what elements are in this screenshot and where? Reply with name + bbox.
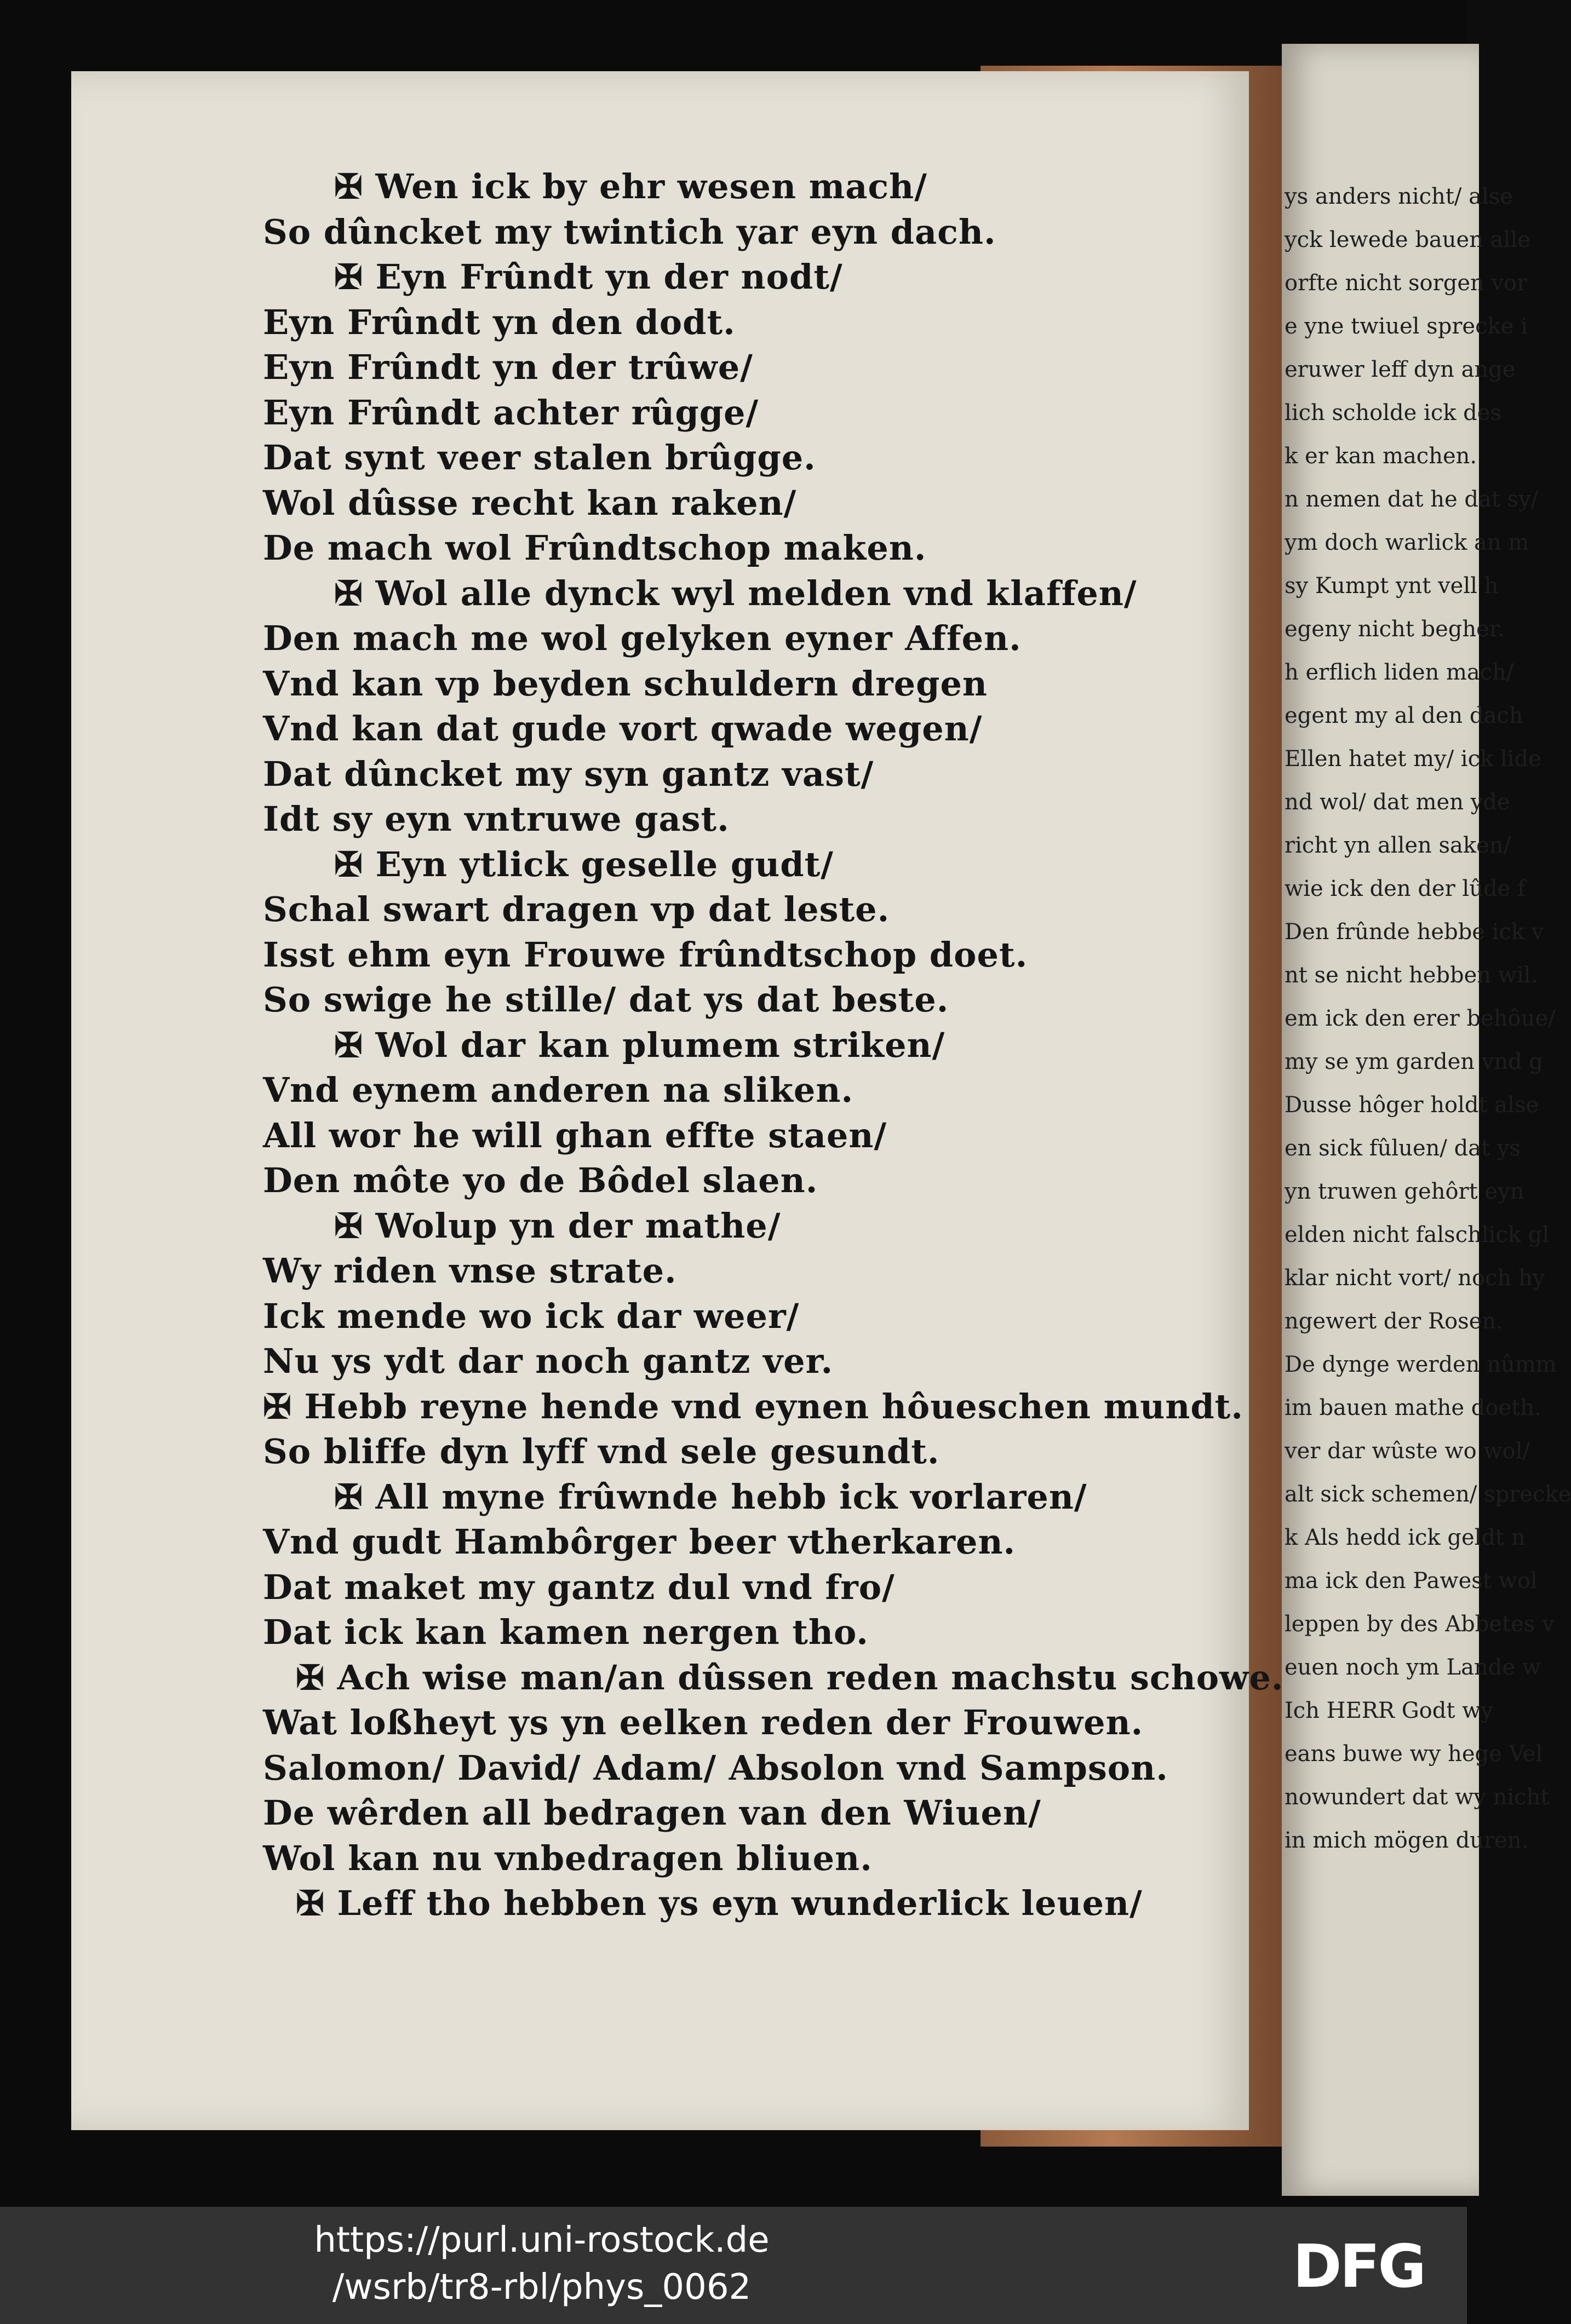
text-line: Den mach me wol gelyken eyner Affen. — [263, 618, 1022, 658]
facing-page-line: k Als hedd ick geldt n — [1285, 1525, 1526, 1550]
text-line: Eyn Frûndt achter rûgge/ — [263, 392, 759, 433]
text-line: So dûncket my twintich yar eyn dach. — [263, 211, 996, 252]
facing-page-line: Ich HERR Godt wy — [1285, 1698, 1493, 1723]
text-line: Idt sy eyn vntruwe gast. — [263, 799, 730, 839]
facing-page-line: yn truwen gehôrt eyn — [1285, 1179, 1524, 1204]
facing-page-line: ys anders nicht/ alse — [1285, 184, 1513, 209]
facing-page-line: em ick den erer behôue/ — [1285, 1006, 1556, 1031]
facing-page-line: elden nicht falschlick gl — [1285, 1222, 1550, 1247]
facing-page-line: ym doch warlick an m — [1285, 530, 1529, 555]
viewer-footer — [0, 2207, 1467, 2324]
facing-page-line: nowundert dat wy nicht — [1285, 1785, 1550, 1810]
text-line: Vnd kan vp beyden schuldern dregen — [263, 663, 988, 704]
facing-page-line: eans buwe wy hege Vel — [1285, 1741, 1543, 1767]
text-line: Dat maket my gantz dul vnd fro/ — [263, 1567, 895, 1607]
text-line: De wêrden all bedragen van den Wiuen/ — [263, 1793, 1041, 1833]
text-line: So swige he stille/ dat ys dat beste. — [263, 980, 949, 1020]
facing-page-line: richt yn allen saken/ — [1285, 833, 1511, 858]
text-line: So bliffe dyn lyff vnd sele gesundt. — [263, 1431, 940, 1471]
facing-page-line: lich scholde ick des — [1285, 400, 1501, 425]
text-line: De mach wol Frûndtschop maken. — [263, 528, 927, 568]
text-line: Dat ick kan kamen nergen tho. — [263, 1612, 869, 1652]
facing-page-line: Den frûnde hebbe ick v — [1285, 919, 1544, 945]
facing-page-line: nd wol/ dat men yde — [1285, 790, 1510, 815]
facing-page-line: ma ick den Pawest wol — [1285, 1568, 1538, 1594]
facing-page-line: De dynge werden nûmm — [1285, 1352, 1557, 1377]
text-line: All wor he will ghan effte staen/ — [263, 1115, 887, 1155]
text-line: ✠ Wolup yn der mathe/ — [334, 1205, 781, 1246]
text-line: Salomon/ David/ Adam/ Absolon vnd Sampson. — [263, 1747, 1168, 1788]
facing-page-line: sy Kumpt ynt vell h — [1285, 573, 1499, 599]
text-line: Isst ehm eyn Frouwe frûndtschop doet. — [263, 934, 1028, 975]
text-line: Wol dûsse recht kan raken/ — [263, 482, 797, 523]
text-line: Den môte yo de Bôdel slaen. — [263, 1160, 818, 1200]
facing-page-line: in mich mögen duren. — [1285, 1828, 1529, 1853]
facing-page-line: euen noch ym Lande w — [1285, 1655, 1541, 1680]
text-line: Eyn Frûndt yn den dodt. — [263, 302, 736, 342]
text-line: ✠ Ach wise man/an dûssen reden machstu schowe. — [296, 1657, 1284, 1698]
text-line: Vnd kan dat gude vort qwade wegen/ — [263, 709, 983, 749]
text-line: ✠ Leff tho hebben ys eyn wunderlick leuen/ — [296, 1883, 1143, 1923]
text-line: Vnd eynem anderen na sliken. — [263, 1070, 854, 1110]
text-line: Schal swart dragen vp dat leste. — [263, 889, 890, 929]
text-line: Wy riden vnse strate. — [263, 1251, 677, 1291]
facing-page-line: alt sick schemen/ sprecke — [1285, 1482, 1571, 1507]
facing-page-line: egent my al den dach — [1285, 703, 1523, 728]
facing-page-line: n nemen dat he dat sy/ — [1285, 487, 1539, 512]
text-line: Eyn Frûndt yn der trûwe/ — [263, 347, 753, 387]
facing-page-line: en sick fûluen/ dat ys — [1285, 1136, 1521, 1161]
text-line: ✠ Eyn ytlick geselle gudt/ — [334, 844, 834, 884]
text-line: Ick mende wo ick dar weer/ — [263, 1296, 800, 1336]
permalink-line-2[interactable]: /wsrb/tr8-rbl/phys_0062 — [332, 2267, 752, 2308]
left-page-text — [263, 164, 1284, 1926]
facing-page-line: orfte nicht sorgen vor — [1285, 271, 1528, 296]
facing-page-line: my se ym garden vnd g — [1285, 1049, 1544, 1074]
facing-page-line: im bauen mathe doeth. — [1285, 1395, 1541, 1420]
text-line: ✠ All myne frûwnde hebb ick vorlaren/ — [334, 1476, 1087, 1517]
facing-page-line: egeny nicht begher. — [1285, 617, 1505, 642]
text-line: Dat dûncket my syn gantz vast/ — [263, 753, 874, 794]
text-line: ✠ Wol alle dynck wyl melden vnd klaffen/ — [334, 573, 1137, 613]
dfg-logo: DFG — [1293, 2233, 1425, 2301]
facing-page-line: eruwer leff dyn ange — [1285, 357, 1516, 382]
permalink-line-1[interactable]: https://purl.uni-rostock.de — [314, 2220, 770, 2260]
right-page-text — [1285, 175, 1571, 1862]
facing-page-line: yck lewede bauen alle — [1285, 227, 1530, 252]
text-line: Dat synt veer stalen brûgge. — [263, 438, 816, 478]
text-line: ✠ Hebb reyne hende vnd eynen hôueschen mundt. — [263, 1386, 1243, 1426]
text-line: ✠ Eyn Frûndt yn der nodt/ — [334, 257, 843, 297]
text-line: ✠ Wol dar kan plumem striken/ — [334, 1025, 945, 1065]
text-line: Wat loßheyt ys yn eelken reden der Frouwen. — [263, 1702, 1144, 1742]
facing-page-line: k er kan machen. — [1285, 444, 1477, 469]
facing-page-line: h erflich liden mach/ — [1285, 660, 1514, 685]
text-line: Wol kan nu vnbedragen bliuen. — [263, 1838, 873, 1878]
facing-page-line: e yne twiuel sprecke i — [1285, 314, 1528, 339]
facing-page-line: ngewert der Rosen. — [1285, 1309, 1503, 1334]
facing-page-line: nt se nicht hebben wil. — [1285, 963, 1538, 988]
text-line: ✠ Wen ick by ehr wesen mach/ — [334, 166, 927, 206]
facing-page-line: wie ick den der lûde f — [1285, 876, 1526, 901]
text-line: Nu ys ydt dar noch gantz ver. — [263, 1341, 834, 1381]
facing-page-line: Ellen hatet my/ ick lide — [1285, 746, 1541, 772]
text-line: Vnd gudt Hambôrger beer vtherkaren. — [263, 1522, 1016, 1562]
facing-page-line: Dusse hôger holdt alse — [1285, 1092, 1539, 1118]
facing-page-line: ver dar wûste wo wol/ — [1285, 1439, 1530, 1464]
facing-page-line: klar nicht vort/ noch hy — [1285, 1265, 1545, 1291]
facing-page-line: leppen by des Abbetes v — [1285, 1612, 1555, 1637]
